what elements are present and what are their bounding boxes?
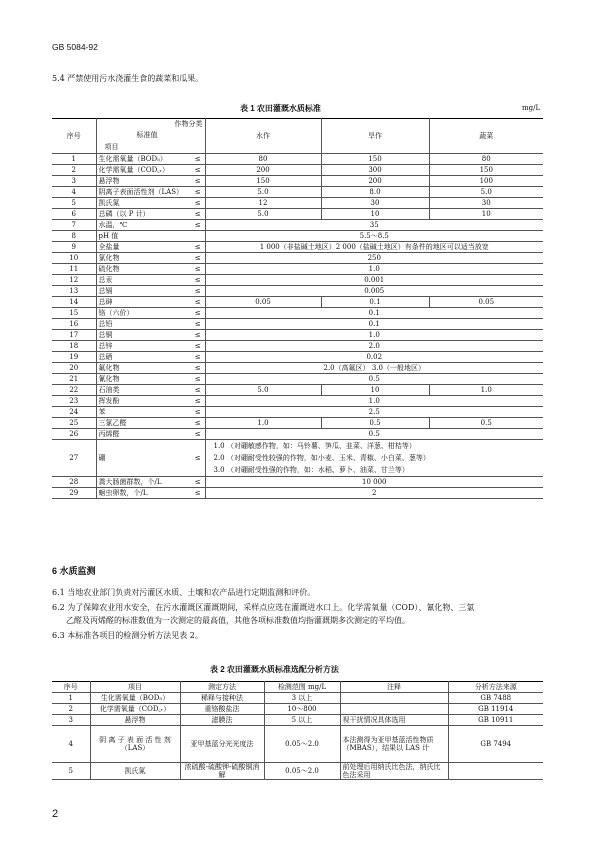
table1-row xyxy=(52,429,543,440)
item-name: 总硒 xyxy=(96,352,191,363)
table1-row xyxy=(52,407,543,418)
row-number: 8 xyxy=(52,231,96,242)
table2-cell-range: 0.05～2.0 xyxy=(264,763,340,780)
table2-cell-note: 前处理后用纳氏比色法，纳氏比色法采用 xyxy=(340,763,448,780)
item-name: 悬浮物 xyxy=(96,176,191,187)
standard-value-span: 35 xyxy=(205,220,543,231)
standard-value-span: 0.5 xyxy=(205,429,543,440)
water-quality-table xyxy=(52,118,543,499)
table2-cell-range: 0.05～2.0 xyxy=(264,726,340,763)
standard-value-span: 1.0 xyxy=(205,264,543,275)
row-number: 21 xyxy=(52,374,96,385)
table2-cell-range: 5 以上 xyxy=(264,715,340,726)
table2-cell-no: 5 xyxy=(52,763,90,780)
row-number: 3 xyxy=(52,176,96,187)
table2-row xyxy=(52,704,543,715)
standard-value-span: 2.5 xyxy=(205,407,543,418)
le-sign: ≤ xyxy=(191,385,205,396)
table1-row xyxy=(52,418,543,429)
standard-value: 5.0 xyxy=(429,187,543,198)
row-number: 22 xyxy=(52,385,96,396)
table2-cell-src: GB 7494 xyxy=(448,726,543,763)
row-number: 1 xyxy=(52,154,96,165)
standard-value-span: 2 xyxy=(205,488,543,499)
standard-value-span: 5.5～8.5 xyxy=(205,231,543,242)
standard-value-span: 250 xyxy=(205,253,543,264)
standard-value-span: 10 000 xyxy=(205,477,543,488)
standard-value: 150 xyxy=(429,165,543,176)
le-sign: ≤ xyxy=(191,319,205,330)
le-sign: ≤ xyxy=(191,308,205,319)
row-number: 23 xyxy=(52,396,96,407)
item-name: 硼 xyxy=(96,440,191,477)
table2-cell-method: 亚甲基蓝分光光度法 xyxy=(180,726,264,763)
table1-row xyxy=(52,275,543,286)
le-sign: ≤ xyxy=(191,341,205,352)
item-name: 总铅 xyxy=(96,319,191,330)
item-name: 苯 xyxy=(96,407,191,418)
row-number: 20 xyxy=(52,363,96,374)
standard-value: 30 xyxy=(429,198,543,209)
table2-cell-range: 10～800 xyxy=(264,704,340,715)
table1-row xyxy=(52,209,543,220)
table1-row xyxy=(52,220,543,231)
table2-cell-item: 生化需氧量（BOD₅） xyxy=(90,693,180,704)
table1-row xyxy=(52,477,543,488)
table1-col-header: 水作 xyxy=(205,119,321,154)
item-name: 总镉 xyxy=(96,286,191,297)
row-number: 29 xyxy=(52,488,96,499)
table2-col-header: 注释 xyxy=(340,682,448,693)
table2-col-header: 分析方法来源 xyxy=(448,682,543,693)
standard-value-span: 0.02 xyxy=(205,352,543,363)
le-sign: ≤ xyxy=(191,374,205,385)
standard-value-span: 1.0 xyxy=(205,330,543,341)
table2-cell-method: 重铬酸盐法 xyxy=(180,704,264,715)
standard-value: 300 xyxy=(321,165,429,176)
table2-col-header: 项目 xyxy=(90,682,180,693)
item-name: 生化需氧量（BOD₅） xyxy=(96,154,191,165)
standard-value-line: 2.0 （对硼耐受性较强的作物，如小麦、玉米、青椒、小白菜、葱等） xyxy=(213,454,430,462)
standard-value: 0.1 xyxy=(321,297,429,308)
standard-value-span: 2.0（高氟区） 3.0（一般地区） xyxy=(205,363,543,374)
item-name: 铬（六价） xyxy=(96,308,191,319)
row-number: 10 xyxy=(52,253,96,264)
item-name: 全盐量 xyxy=(96,242,191,253)
table1-row xyxy=(52,488,543,499)
le-sign: ≤ xyxy=(191,209,205,220)
row-number: 24 xyxy=(52,407,96,418)
standard-value-span: 1.0 xyxy=(205,396,543,407)
row-number: 11 xyxy=(52,264,96,275)
le-sign: ≤ xyxy=(191,220,205,231)
table2-row xyxy=(52,726,543,763)
le-sign: ≤ xyxy=(191,275,205,286)
standard-value: 150 xyxy=(205,176,321,187)
row-number: 6 xyxy=(52,209,96,220)
table2-cell-src: GB 10911 xyxy=(448,715,543,726)
standard-value-line: 1.0 （对硼敏感作物，如：马铃薯、笋瓜、韭菜、洋葱、柑桔等） xyxy=(213,442,416,450)
row-number: 7 xyxy=(52,220,96,231)
standard-value: 150 xyxy=(321,154,429,165)
row-number: 12 xyxy=(52,275,96,286)
table2-cell-src xyxy=(448,763,543,780)
table1-row xyxy=(52,165,543,176)
table2-cell-method: 滤膜法 xyxy=(180,715,264,726)
le-sign: ≤ xyxy=(191,198,205,209)
table2-col-header: 检测范围 mg/L xyxy=(264,682,340,693)
le-sign: ≤ xyxy=(191,352,205,363)
le-sign: ≤ xyxy=(191,165,205,176)
standard-value-span: 2.0 xyxy=(205,341,543,352)
table2-cell-no: 1 xyxy=(52,693,90,704)
standard-value-span: 0.001 xyxy=(205,275,543,286)
table1-caption: 表 1 农田灌溉水质标准 xyxy=(240,104,321,113)
table1-col-header: 蔬菜 xyxy=(429,119,543,154)
table2-cell-item: 悬浮物 xyxy=(90,715,180,726)
row-number: 17 xyxy=(52,330,96,341)
table2-cell-item: 化学需氧量（COD꜀ᵣ） xyxy=(90,704,180,715)
row-number: 5 xyxy=(52,198,96,209)
table1-header-crop: 作物分类 xyxy=(174,120,203,128)
item-name: 总锌 xyxy=(96,341,191,352)
table1-row xyxy=(52,264,543,275)
table2-caption: 表 2 农田灌溉水质标准选配分析方法 xyxy=(210,665,339,674)
row-number: 14 xyxy=(52,297,96,308)
le-sign: ≤ xyxy=(191,154,205,165)
item-name: 氯化物 xyxy=(96,253,191,264)
le-sign: ≤ xyxy=(191,297,205,308)
item-name: 总磷（以 P 计） xyxy=(96,209,191,220)
section-6-title: 6 水质监测 xyxy=(52,566,96,576)
item-name: 化学需氧量（COD꜀ᵣ） xyxy=(96,165,191,176)
standard-value: 5.0 xyxy=(205,187,321,198)
standard-value: 100 xyxy=(429,176,543,187)
para-6-2a: 6.2 为了保障农业用水安全，在污水灌溉区灌溉期间，采样点应选在灌溉进水口上。化学需氧量（COD）、氰化物、三氯 xyxy=(52,603,475,612)
item-name: 蛔虫卵数，个/L xyxy=(96,488,191,499)
le-sign: ≤ xyxy=(191,429,205,440)
le-sign: ≤ xyxy=(191,407,205,418)
table1-row xyxy=(52,253,543,264)
standard-value: 5.0 xyxy=(205,385,321,396)
row-number: 9 xyxy=(52,242,96,253)
row-number: 25 xyxy=(52,418,96,429)
le-sign: ≤ xyxy=(191,477,205,488)
table2-cell-item: 凯氏氮 xyxy=(90,763,180,780)
standard-value: 10 xyxy=(429,209,543,220)
row-number: 4 xyxy=(52,187,96,198)
row-number: 27 xyxy=(52,440,96,477)
table2-cell-src: GB 7488 xyxy=(448,693,543,704)
le-sign: ≤ xyxy=(191,286,205,297)
table1-row xyxy=(52,154,543,165)
standard-value: 80 xyxy=(429,154,543,165)
standard-value: 0.5 xyxy=(429,418,543,429)
table2-cell-no: 3 xyxy=(52,715,90,726)
le-sign: ≤ xyxy=(191,264,205,275)
item-name: 氟化物 xyxy=(96,363,191,374)
table2-cell-method: 稀释与接种法 xyxy=(180,693,264,704)
standard-value: 0.5 xyxy=(321,418,429,429)
item-name: 三氯乙醛 xyxy=(96,418,191,429)
standard-value: 80 xyxy=(205,154,321,165)
standard-value-multi xyxy=(205,440,543,477)
le-sign: ≤ xyxy=(191,253,205,264)
le-sign: ≤ xyxy=(191,330,205,341)
table1-row xyxy=(52,242,543,253)
table1-row xyxy=(52,440,543,477)
standard-value: 1.0 xyxy=(205,418,321,429)
table1-unit: mg/L xyxy=(522,104,541,112)
standard-value: 0.05 xyxy=(429,297,543,308)
item-name: 阴离子表面活性剂（LAS） xyxy=(96,187,191,198)
table1-row xyxy=(52,374,543,385)
table1-header-item: 项目 xyxy=(104,143,119,151)
standard-value: 10 xyxy=(321,209,429,220)
le-sign: ≤ xyxy=(191,363,205,374)
table1-row xyxy=(52,352,543,363)
row-number: 2 xyxy=(52,165,96,176)
le-sign xyxy=(191,231,205,242)
table1-row xyxy=(52,363,543,374)
table2-cell-src: GB 11914 xyxy=(448,704,543,715)
table1-row xyxy=(52,319,543,330)
row-number: 15 xyxy=(52,308,96,319)
item-name: 总砷 xyxy=(96,297,191,308)
row-number: 19 xyxy=(52,352,96,363)
table2-col-header: 序号 xyxy=(52,682,90,693)
table2-cell-item: 阴 离 子 表 面 活 性 剂（LAS） xyxy=(90,726,180,763)
item-name: 挥发酚 xyxy=(96,396,191,407)
item-name: 石油类 xyxy=(96,385,191,396)
standard-value: 10 xyxy=(321,385,429,396)
table1-row xyxy=(52,187,543,198)
table1-row xyxy=(52,231,543,242)
table2-row xyxy=(52,715,543,726)
standard-value: 8.0 xyxy=(321,187,429,198)
table2-cell-note xyxy=(340,693,448,704)
standard-value: 12 xyxy=(205,198,321,209)
table1-row xyxy=(52,308,543,319)
table1-row xyxy=(52,396,543,407)
clause-5-4: 5.4 严禁使用污水浇灌生食的蔬菜和瓜果。 xyxy=(52,74,204,83)
item-name: 凯氏氮 xyxy=(96,198,191,209)
row-number: 28 xyxy=(52,477,96,488)
standard-value: 1.0 xyxy=(429,385,543,396)
table2-row xyxy=(52,763,543,780)
le-sign: ≤ xyxy=(191,418,205,429)
standard-value: 30 xyxy=(321,198,429,209)
le-sign: ≤ xyxy=(191,176,205,187)
standard-value: 5.0 xyxy=(205,209,321,220)
le-sign: ≤ xyxy=(191,440,205,477)
le-sign: ≤ xyxy=(191,242,205,253)
standard-value-line: 3.0 （对硼耐受性强的作物，如：水稻、萝卜、油菜、甘兰等） xyxy=(213,466,409,474)
para-6-1: 6.1 当地农业部门负责对污灌区水质、土壤和农产品进行定期监测和评价。 xyxy=(52,588,316,597)
table1-row xyxy=(52,330,543,341)
standard-value: 200 xyxy=(205,165,321,176)
table2-cell-note: 本法测得为亚甲基蓝活性物质（MBAS），结果以 LAS 计 xyxy=(340,726,448,763)
standard-value-span: 0.1 xyxy=(205,308,543,319)
table1-row xyxy=(52,385,543,396)
table1-row xyxy=(52,341,543,352)
item-name: pH 值 xyxy=(96,231,191,242)
item-name: 粪大肠菌群数，个/L xyxy=(96,477,191,488)
standard-value-span: 0.5 xyxy=(205,374,543,385)
standard-code: GB 5084-92 xyxy=(52,42,98,52)
le-sign: ≤ xyxy=(191,187,205,198)
item-name: 硫化物 xyxy=(96,264,191,275)
row-number: 18 xyxy=(52,341,96,352)
table1-header-diagonal xyxy=(96,119,205,154)
table1-row xyxy=(52,198,543,209)
standard-value: 200 xyxy=(321,176,429,187)
analysis-method-table xyxy=(52,681,543,780)
para-6-2b: 乙醛及丙烯醛的标准数值为一次测定的最高值，其他各项标准数值均指灌溉期多次测定的平均值。 xyxy=(66,616,410,625)
table2-cell-note: 视干扰情况具体选用 xyxy=(340,715,448,726)
table2-cell-note xyxy=(340,704,448,715)
page-number: 2 xyxy=(52,808,59,820)
standard-value-span: 1 000（非盐碱土地区）2 000（盐碱土地区）有条件的地区可以适当放宽 xyxy=(205,242,543,253)
item-name: 水温，℃ xyxy=(96,220,191,231)
table2-cell-range: 3 以上 xyxy=(264,693,340,704)
row-number: 16 xyxy=(52,319,96,330)
row-number: 13 xyxy=(52,286,96,297)
item-name: 总铜 xyxy=(96,330,191,341)
table1-row xyxy=(52,286,543,297)
table1-row xyxy=(52,176,543,187)
item-name: 丙烯醛 xyxy=(96,429,191,440)
table2-cell-no: 4 xyxy=(52,726,90,763)
table2-cell-method: 浓硫酸-硫酸钾-硫酸铜消解 xyxy=(180,763,264,780)
le-sign: ≤ xyxy=(191,396,205,407)
table1-header-no: 序号 xyxy=(52,119,96,154)
table1-col-header: 旱作 xyxy=(321,119,429,154)
item-name: 氰化物 xyxy=(96,374,191,385)
table2-col-header: 测定方法 xyxy=(180,682,264,693)
item-name: 总汞 xyxy=(96,275,191,286)
table1-row xyxy=(52,297,543,308)
le-sign: ≤ xyxy=(191,488,205,499)
table2-cell-no: 2 xyxy=(52,704,90,715)
standard-value-span: 0.1 xyxy=(205,319,543,330)
standard-value-span: 0.005 xyxy=(205,286,543,297)
row-number: 26 xyxy=(52,429,96,440)
table2-row xyxy=(52,693,543,704)
table1-header-value: 标准值 xyxy=(136,131,158,139)
para-6-3: 6.3 本标准各项目的检测分析方法见表 2。 xyxy=(52,631,203,640)
standard-value: 0.05 xyxy=(205,297,321,308)
